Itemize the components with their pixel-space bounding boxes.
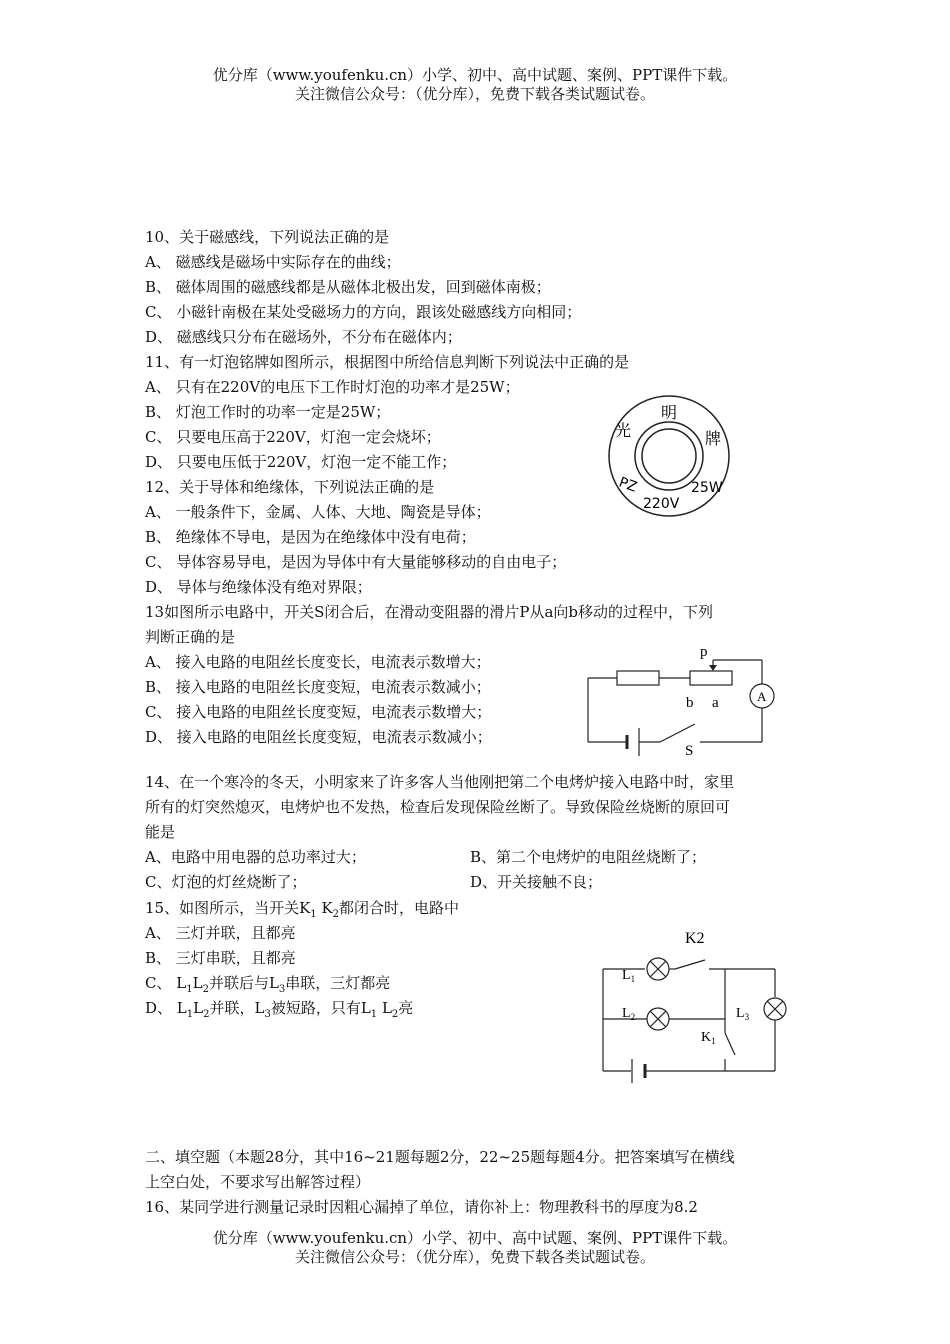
q15-d-suffix: 亮 [398, 999, 414, 1017]
q15-d-mid2: 被短路，只有L [270, 999, 371, 1017]
q14-stem-line-3: 能是 [145, 823, 176, 841]
three-lamp-circuit-figure [595, 925, 795, 1085]
q16-text: 16、某同学进行测量记录时因粗心漏掉了单位，请你补上：物理教科书的厚度为8.2 [145, 1198, 698, 1216]
q12-option-d: D、 导体与绝缘体没有绝对界限； [145, 578, 372, 596]
slider-arrow [709, 665, 717, 671]
q15-c-prefix: C、 L [145, 974, 187, 992]
q15-option-a: A、 三灯并联，且都亮 [145, 924, 296, 942]
q10-option-b: B、 磁体周围的磁感线都是从磁体北极出发，回到磁体南极； [145, 278, 551, 296]
lamp-l3-label [736, 1006, 750, 1022]
q15-d-prefix: D、 L [145, 999, 187, 1017]
q15-c-sub3: 3 [278, 984, 286, 995]
q11-option-d: D、 只要电压低于220V，灯泡一定不能工作； [145, 453, 457, 471]
section2-heading-line-1: 二、填空题（本题28分，其中16~21题每题2分，22~25题每题4分。把答案填写在横线 [145, 1148, 735, 1166]
lamp-l1-label [622, 968, 635, 984]
rheostat-coil [690, 671, 732, 685]
q13-stem-line-1: 13如图所示电路中，开关S闭合后，在滑动变阻器的滑片P从a向b移动的过程中，下列 [145, 603, 714, 621]
nameplate-inner-ring [642, 429, 696, 483]
nameplate-char-guang: 光 [615, 421, 632, 440]
lamp-l3-label-sub: 3 [744, 1012, 750, 1022]
q10-stem: 10、关于磁感线，下列说法正确的是 [145, 228, 390, 246]
q15-stem-k2: K [321, 899, 333, 917]
fixed-resistor [617, 671, 659, 685]
q15-option-b: B、 三灯串联，且都亮 [145, 949, 296, 967]
header-line-1: 优分库（www.youfenku.cn）小学、初中、高中试题、案例、PPT课件下载。 [212, 66, 738, 84]
switch-label-s: S [685, 743, 694, 759]
nameplate-power: 25W [691, 480, 723, 496]
q13-option-d: D、 接入电路的电阻丝长度变短，电流表示数减小； [145, 728, 492, 746]
switch-k1-label [701, 1030, 716, 1046]
q15-option-d [145, 998, 413, 1025]
slider-label-p: p [700, 644, 708, 660]
lamp-l2-label-sub: 2 [630, 1012, 636, 1022]
q15-option-c [145, 973, 390, 1000]
q15-d-mid: 并联，L [209, 999, 265, 1017]
q15-d-sub3: 3 [264, 1009, 271, 1020]
q10-option-c: C、 小磁针南极在某处受磁场力的方向，跟该处磁感线方向相同； [145, 303, 582, 321]
nameplate-voltage: 220V [643, 496, 680, 512]
lamp-l2-label [622, 1006, 635, 1022]
q15-d-l4: L [377, 999, 392, 1017]
q15-c-suffix: 串联，三灯都亮 [285, 974, 391, 992]
switch-lever [660, 724, 695, 742]
q11-option-a: A、 只有在220V的电压下工作时灯泡的功率才是25W； [145, 378, 520, 396]
page-header [0, 66, 950, 104]
switch-k1-lever [725, 1033, 735, 1055]
switch-k2-label: K2 [685, 930, 705, 947]
q15-stem-suffix: 都闭合时，电路中 [339, 899, 460, 917]
q15-d-sub1: 1 [186, 1009, 194, 1020]
q10-option-d: D、 磁感线只分布在磁场外，不分布在磁体内； [145, 328, 462, 346]
rheostat-end-b: b [686, 695, 694, 711]
q14-stem-line-2: 所有的灯突然熄灭，电烤炉也不发热，检查后发现保险丝断了。导致保险丝烧断的原回可 [145, 798, 731, 816]
q15-c-sub1: 1 [186, 984, 193, 995]
q11-option-b: B、 灯泡工作时的功率一定是25W； [145, 403, 391, 421]
q15-d-sub2: 2 [203, 1009, 210, 1020]
q11-option-c: C、 只要电压高于220V，灯泡一定会烧坏； [145, 428, 441, 446]
q12-option-b: B、 绝缘体不导电，是因为在绝缘体中没有电荷； [145, 528, 476, 546]
q15-c-mid: 并联后与L [208, 974, 279, 992]
section2-heading-line-2: 上空白处，不要求写出解答过程） [145, 1173, 371, 1191]
q15-c-l2: L [192, 974, 203, 992]
bulb-nameplate-figure [605, 392, 735, 522]
rheostat-circuit-figure [580, 640, 780, 765]
ammeter-label: A [757, 689, 767, 704]
q13-option-b: B、 接入电路的电阻丝长度变短，电流表示数减小； [145, 678, 491, 696]
q15-stem-k1-sub: 1 [310, 909, 317, 920]
q15-stem [145, 898, 459, 925]
q15-stem-prefix: 15、如图所示，当开关K [145, 899, 311, 917]
footer-line-2: 关注微信公众号：（优分库），免费下载各类试题试卷。 [294, 1248, 655, 1266]
q14-option-c: C、灯泡的灯丝烧断了； [145, 873, 307, 891]
nameplate-char-ming: 明 [661, 403, 678, 422]
q12-option-c: C、 导体容易导电，是因为导体中有大量能够移动的自由电子； [145, 553, 567, 571]
q12-option-a: A、 一般条件下，金属、人体、大地、陶瓷是导体； [145, 503, 491, 521]
lamp-l1-label-l: L [622, 968, 631, 983]
switch-k1-label-k: K [701, 1030, 712, 1045]
nameplate-model: PZ [616, 474, 640, 496]
header-line-2: 关注微信公众号：（优分库），免费下载各类试题试卷。 [294, 85, 655, 103]
q14-option-b: B、第二个电烤炉的电阻丝烧断了； [470, 848, 707, 866]
page-footer [0, 1229, 950, 1267]
q14-option-d: D、开关接触不良； [470, 873, 603, 891]
q10-option-a: A、 磁感线是磁场中实际存在的曲线； [145, 253, 401, 271]
q11-stem: 11、有一灯泡铭牌如图所示，根据图中所给信息判断下列说法中正确的是 [145, 353, 630, 371]
q15-d-sub5: 2 [391, 1009, 399, 1020]
lamp-l2-label-l: L [622, 1006, 631, 1021]
q13-stem-line-2: 判断正确的是 [145, 628, 236, 646]
q15-c-sub2: 2 [202, 984, 209, 995]
q13-option-a: A、 接入电路的电阻丝长度变长，电流表示数增大； [145, 653, 491, 671]
nameplate-char-pai: 牌 [705, 429, 722, 448]
rheostat-end-a: a [712, 695, 719, 711]
q15-stem-k2-sub: 2 [332, 909, 340, 920]
q14-stem-line-1: 14、在一个寒冷的冬天，小明家来了许多客人当他刚把第二个电烤炉接入电路中时，家里 [145, 773, 735, 791]
q12-stem: 12、关于导体和绝缘体，下列说法正确的是 [145, 478, 435, 496]
switch-k1-label-sub: 1 [711, 1036, 716, 1046]
lamp-l3-label-l: L [736, 1006, 745, 1021]
lamp-l1-label-sub: 1 [630, 974, 636, 984]
q13-option-c: C、 接入电路的电阻丝长度变短，电流表示数增大； [145, 703, 492, 721]
footer-line-1: 优分库（www.youfenku.cn）小学、初中、高中试题、案例、PPT课件下载。 [212, 1229, 738, 1247]
q14-option-a: A、电路中用电器的总功率过大； [145, 848, 366, 866]
switch-k2-lever [675, 960, 705, 969]
q15-d-sub4: 1 [370, 1009, 378, 1020]
q15-d-l2: L [193, 999, 204, 1017]
